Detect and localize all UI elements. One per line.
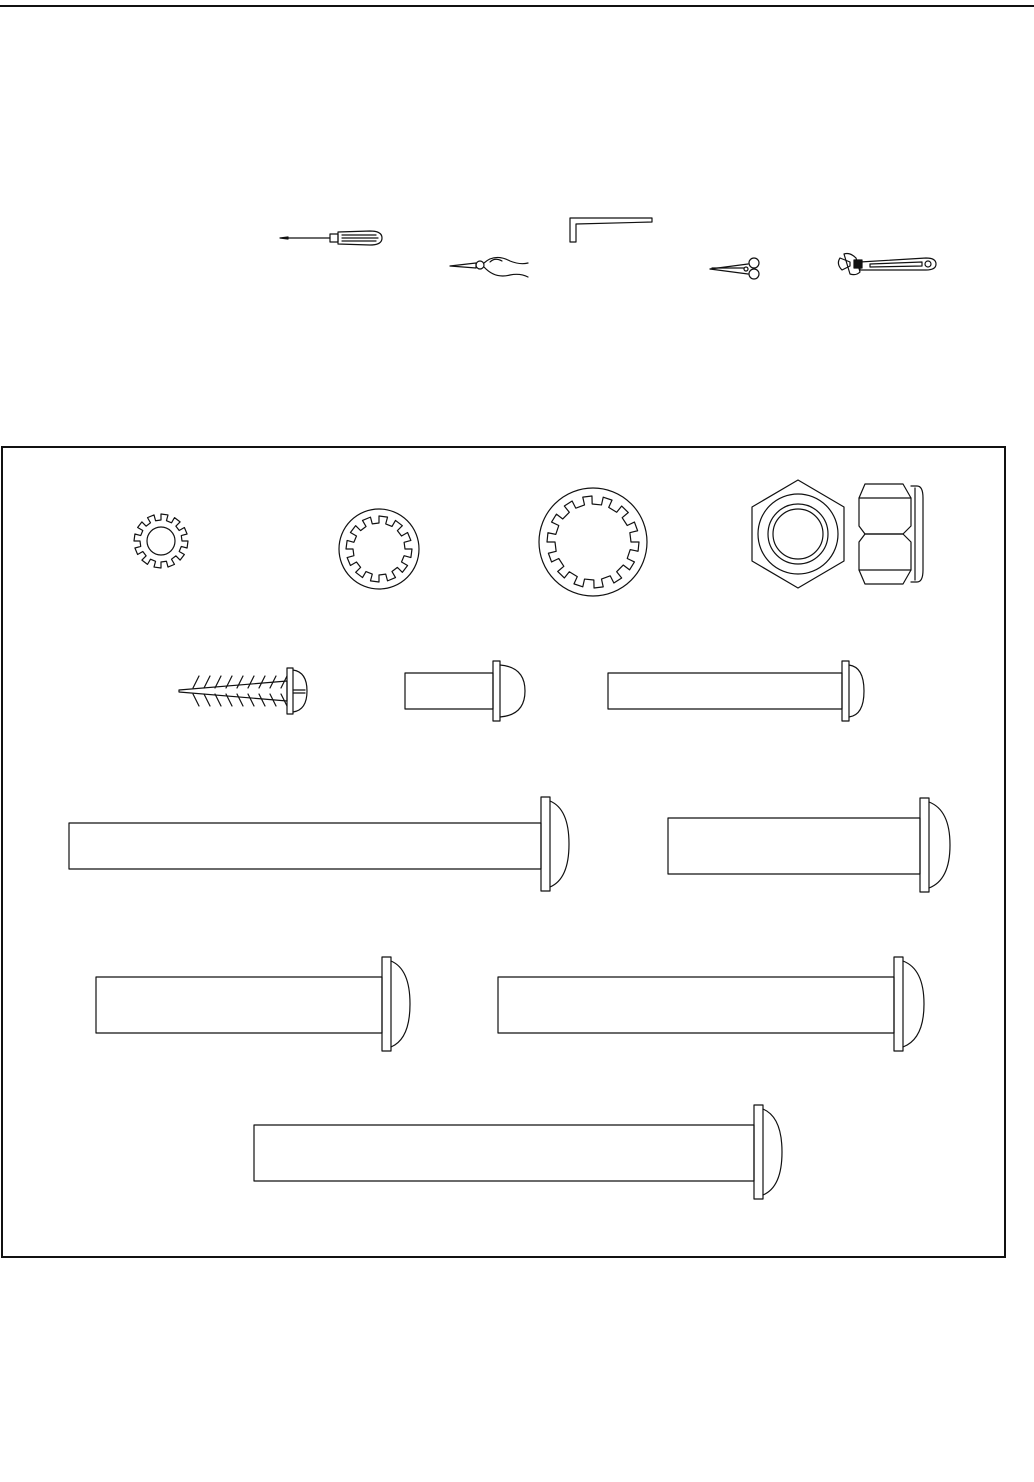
- scissors-icon: [710, 258, 768, 280]
- adjustable-wrench-icon: [836, 252, 940, 280]
- long-button-bolt-icon: [69, 795, 573, 893]
- button-bolt-icon: [254, 1103, 786, 1201]
- short-button-bolt-icon: [405, 661, 529, 721]
- medium-button-bolt-icon: [608, 661, 866, 721]
- nylon-locknut-side-view-icon: [857, 478, 927, 590]
- thick-button-bolt-icon: [668, 796, 954, 894]
- button-bolt-icon: [498, 955, 928, 1053]
- large-star-washer-icon: [537, 486, 649, 598]
- medium-star-washer-icon: [337, 507, 421, 591]
- required-tools: [0, 200, 1034, 300]
- small-star-washer-icon: [131, 511, 191, 571]
- hex-key-icon: [568, 216, 654, 246]
- hardware-identification-chart: [1, 446, 1006, 1258]
- top-rule: [0, 5, 1034, 7]
- hex-nut-top-view-icon: [749, 478, 847, 590]
- tapping-screw-icon: [179, 666, 309, 718]
- needlenose-pliers-icon: [450, 255, 530, 281]
- button-bolt-icon: [96, 955, 412, 1053]
- phillips-screwdriver-icon: [280, 228, 384, 248]
